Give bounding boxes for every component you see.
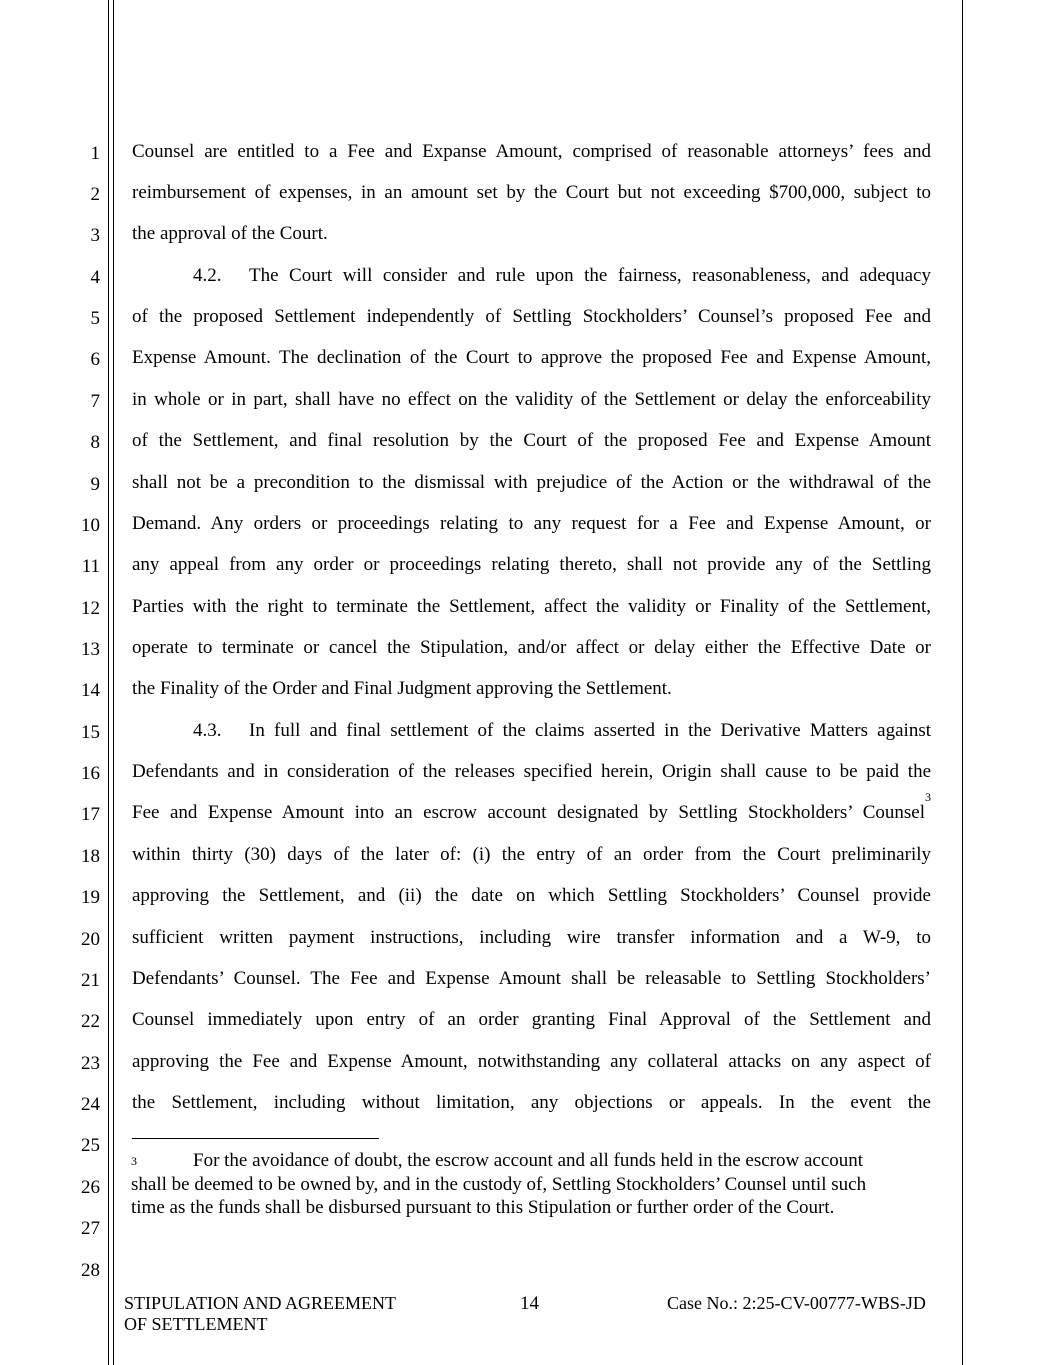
body-line: Counsel immediately upon entry of an order granting Final Approval of the Settlement and	[132, 1009, 931, 1030]
body-line-with-footnote-ref	[132, 790, 931, 825]
left-margin-rule-inner	[113, 0, 114, 1365]
line-number: 3	[90, 225, 100, 246]
line-number: 15	[81, 722, 100, 743]
body-line: the Settlement, including without limitation, any objections or appeals. In the event the	[132, 1092, 931, 1113]
line-number: 28	[81, 1260, 100, 1281]
line-number: 26	[81, 1177, 100, 1198]
footnote-line-text: For the avoidance of doubt, the escrow account and all funds held in the escrow account	[193, 1150, 864, 1171]
line-number: 2	[90, 184, 100, 205]
body-line: operate to terminate or cancel the Stipulation, and/or affect or delay either the Effective Date or	[132, 637, 931, 658]
line-number: 24	[81, 1094, 100, 1115]
footnote-line: shall be deemed to be owned by, and in the custody of, Settling Stockholders’ Counsel until such	[131, 1174, 867, 1195]
body-line: Expense Amount. The declination of the Court to approve the proposed Fee and Expense Amount,	[132, 347, 931, 368]
section-number: 4.2.	[193, 265, 222, 286]
body-line-text: Fee and Expense Amount into an escrow account designated by Settling Stockholders’ Counsel	[132, 802, 925, 823]
body-line: Defendants and in consideration of the releases specified herein, Origin shall cause to be paid the	[132, 761, 931, 782]
line-number: 10	[81, 515, 100, 536]
section-4-2-heading-line	[132, 264, 931, 288]
line-number: 22	[81, 1011, 100, 1032]
body-line: approving the Fee and Expense Amount, notwithstanding any collateral attacks on any aspect of	[132, 1051, 931, 1072]
body-line: Parties with the right to terminate the Settlement, affect the validity or Finality of the Settlement,	[132, 596, 931, 617]
body-line: of the proposed Settlement independently of Settling Stockholders’ Counsel’s proposed Fee and	[132, 306, 931, 327]
line-number: 16	[81, 763, 100, 784]
line-number: 17	[81, 804, 100, 825]
line-number: 9	[90, 474, 100, 495]
body-line: within thirty (30) days of the later of: (i) the entry of an order from the Court preliminarily	[132, 844, 931, 865]
line-number: 6	[90, 349, 100, 370]
line-number: 4	[90, 267, 100, 288]
body-line: reimbursement of expenses, in an amount set by the Court but not exceeding $700,000, subject to	[132, 182, 931, 203]
line-number: 21	[81, 970, 100, 991]
page-number: 14	[520, 1293, 539, 1314]
right-margin-rule	[962, 0, 963, 1365]
line-number: 13	[81, 639, 100, 660]
body-line: approving the Settlement, and (ii) the date on which Settling Stockholders’ Counsel provide	[132, 885, 931, 906]
line-number: 12	[81, 598, 100, 619]
footnote-line: time as the funds shall be disbursed pursuant to this Stipulation or further order of the Court.	[131, 1197, 835, 1218]
section-4-3-heading-line	[132, 719, 931, 743]
document-title-line-1: STIPULATION AND AGREEMENT	[124, 1293, 396, 1313]
line-number: 27	[81, 1218, 100, 1239]
footnote-reference[interactable]: 3	[925, 790, 931, 804]
body-line: the approval of the Court.	[132, 223, 328, 244]
line-number: 20	[81, 929, 100, 950]
footnote-separator	[132, 1138, 379, 1139]
line-number: 7	[90, 391, 100, 412]
footnote-line	[131, 1150, 931, 1172]
body-line: sufficient written payment instructions, including wire transfer information and a W-9, to	[132, 927, 931, 948]
line-number: 19	[81, 887, 100, 908]
left-margin-rule-outer	[108, 0, 109, 1365]
line-number: 25	[81, 1135, 100, 1156]
body-line: the Finality of the Order and Final Judgment approving the Settlement.	[132, 678, 672, 699]
document-title-line-2: OF SETTLEMENT	[124, 1314, 268, 1334]
line-number: 14	[81, 680, 100, 701]
footnote-mark: 3	[131, 1154, 137, 1168]
line-number: 5	[90, 308, 100, 329]
line-number: 11	[81, 556, 100, 577]
line-number: 8	[90, 432, 100, 453]
body-line: Defendants’ Counsel. The Fee and Expense Amount shall be releasable to Settling Stockholders’	[132, 968, 931, 989]
section-number: 4.3.	[193, 720, 222, 741]
body-line-text: In full and final settlement of the claims asserted in the Derivative Matters against	[249, 720, 931, 741]
body-line: Counsel are entitled to a Fee and Expanse Amount, comprised of reasonable attorneys’ fees and	[132, 141, 931, 162]
line-number: 18	[81, 846, 100, 867]
body-line: of the Settlement, and final resolution by the Court of the proposed Fee and Expense Amount	[132, 430, 931, 451]
body-line-text: The Court will consider and rule upon the fairness, reasonableness, and adequacy	[249, 265, 931, 286]
line-number: 23	[81, 1053, 100, 1074]
line-number: 1	[90, 143, 100, 164]
body-line: Demand. Any orders or proceedings relating to any request for a Fee and Expense Amount, or	[132, 513, 931, 534]
body-line: any appeal from any order or proceedings relating thereto, shall not provide any of the Settling	[132, 554, 931, 575]
case-number: Case No.: 2:25-CV-00777-WBS-JD	[667, 1293, 926, 1313]
body-line: shall not be a precondition to the dismissal with prejudice of the Action or the withdrawal of the	[132, 472, 931, 493]
body-line: in whole or in part, shall have no effect on the validity of the Settlement or delay the enforceability	[132, 389, 931, 410]
